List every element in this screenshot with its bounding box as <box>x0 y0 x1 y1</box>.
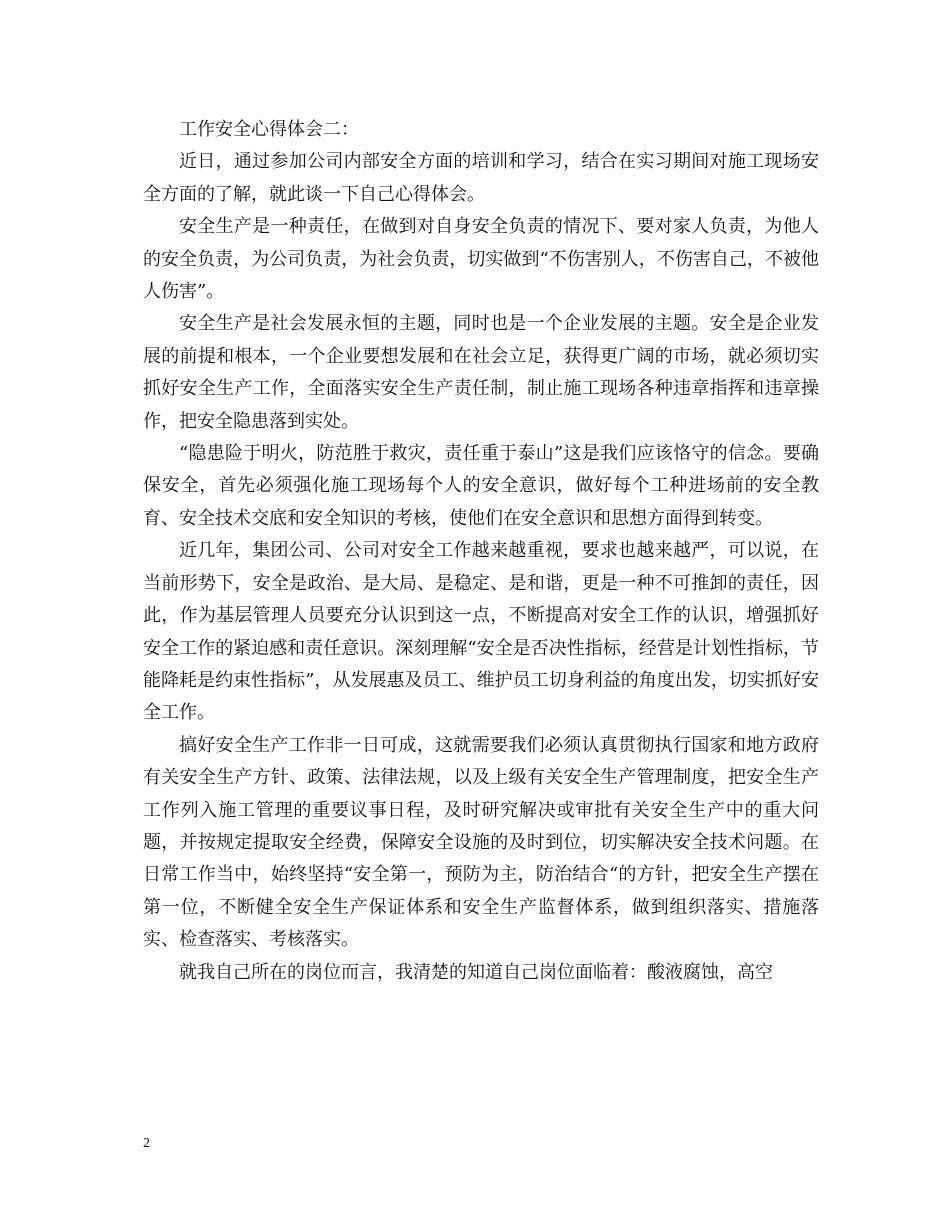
paragraph-6: 搞好安全生产工作非一日可成，这就需要我们必须认真贯彻执行国家和地方政府有关安全生产方针、政策、法律法规，以及上级有关安全生产管理制度，把安全生产工作列入施工管理的重要议事日程，及时研究解决或审批有关安全生产中的重大问题，并按规定提取安全经费，保障安全设施的及时到位，切实解决安全技术问题。在日常工作当中，始终坚持“安全第一，预防为主，防治结合“的方针，把安全生产摆在第一位，不断健全安全生产保证体系和安全生产监督体系，做到组织落实、措施落实、检查落实、考核落实。 <box>143 734 819 951</box>
paragraph-3: 安全生产是社会发展永恒的主题，同时也是一个企业发展的主题。安全是企业发展的前提和根本，一个企业要想发展和在社会立足，获得更广阔的市场，就必须切实抓好安全生产工作，全面落实安全生产责任制，制止施工现场各种违章指挥和违章操作，把安全隐患落到实处。 <box>143 313 819 432</box>
paragraph-7: 就我自己所在的岗位而言，我清楚的知道自己岗位面临着：酸液腐蚀，高空 <box>179 961 773 983</box>
document-body <box>143 114 819 989</box>
paragraph-2: 安全生产是一种责任，在做到对自身安全负责的情况下、要对家人负责，为他人的安全负责，为公司负责，为社会负责，切实做到“不伤害别人，不伤害自己，不被他人伤害”。 <box>143 216 819 303</box>
section-heading: 工作安全心得体会二： <box>179 119 359 140</box>
paragraph-5: 近几年，集团公司、公司对安全工作越来越重视，要求也越来越严，可以说，在当前形势下，安全是政治、是大局、是稳定、是和谐，更是一种不可推卸的责任，因此，作为基层管理人员要充分认识到这一点，不断提高对安全工作的认识，增强抓好安全工作的紧迫感和责任意识。深刻理解“安全是否决性指标，经营是计划性指标，节能降耗是约束性指标”，从发展惠及员工、维护员工切身利益的角度出发，切实抓好安全工作。 <box>143 540 819 724</box>
page-number: 2 <box>143 1136 150 1151</box>
paragraph-1: 近日，通过参加公司内部安全方面的培训和学习，结合在实习期间对施工现场安全方面的了解，就此谈一下自己心得体会。 <box>143 151 819 205</box>
paragraph-4: “隐患险于明火，防范胜于救灾，责任重于泰山”这是我们应该恪守的信念。要确保安全，首先必须强化施工现场每个人的安全意识，做好每个工种进场前的安全教育、安全技术交底和安全知识的考核，使他们在安全意识和思想方面得到转变。 <box>143 443 819 529</box>
